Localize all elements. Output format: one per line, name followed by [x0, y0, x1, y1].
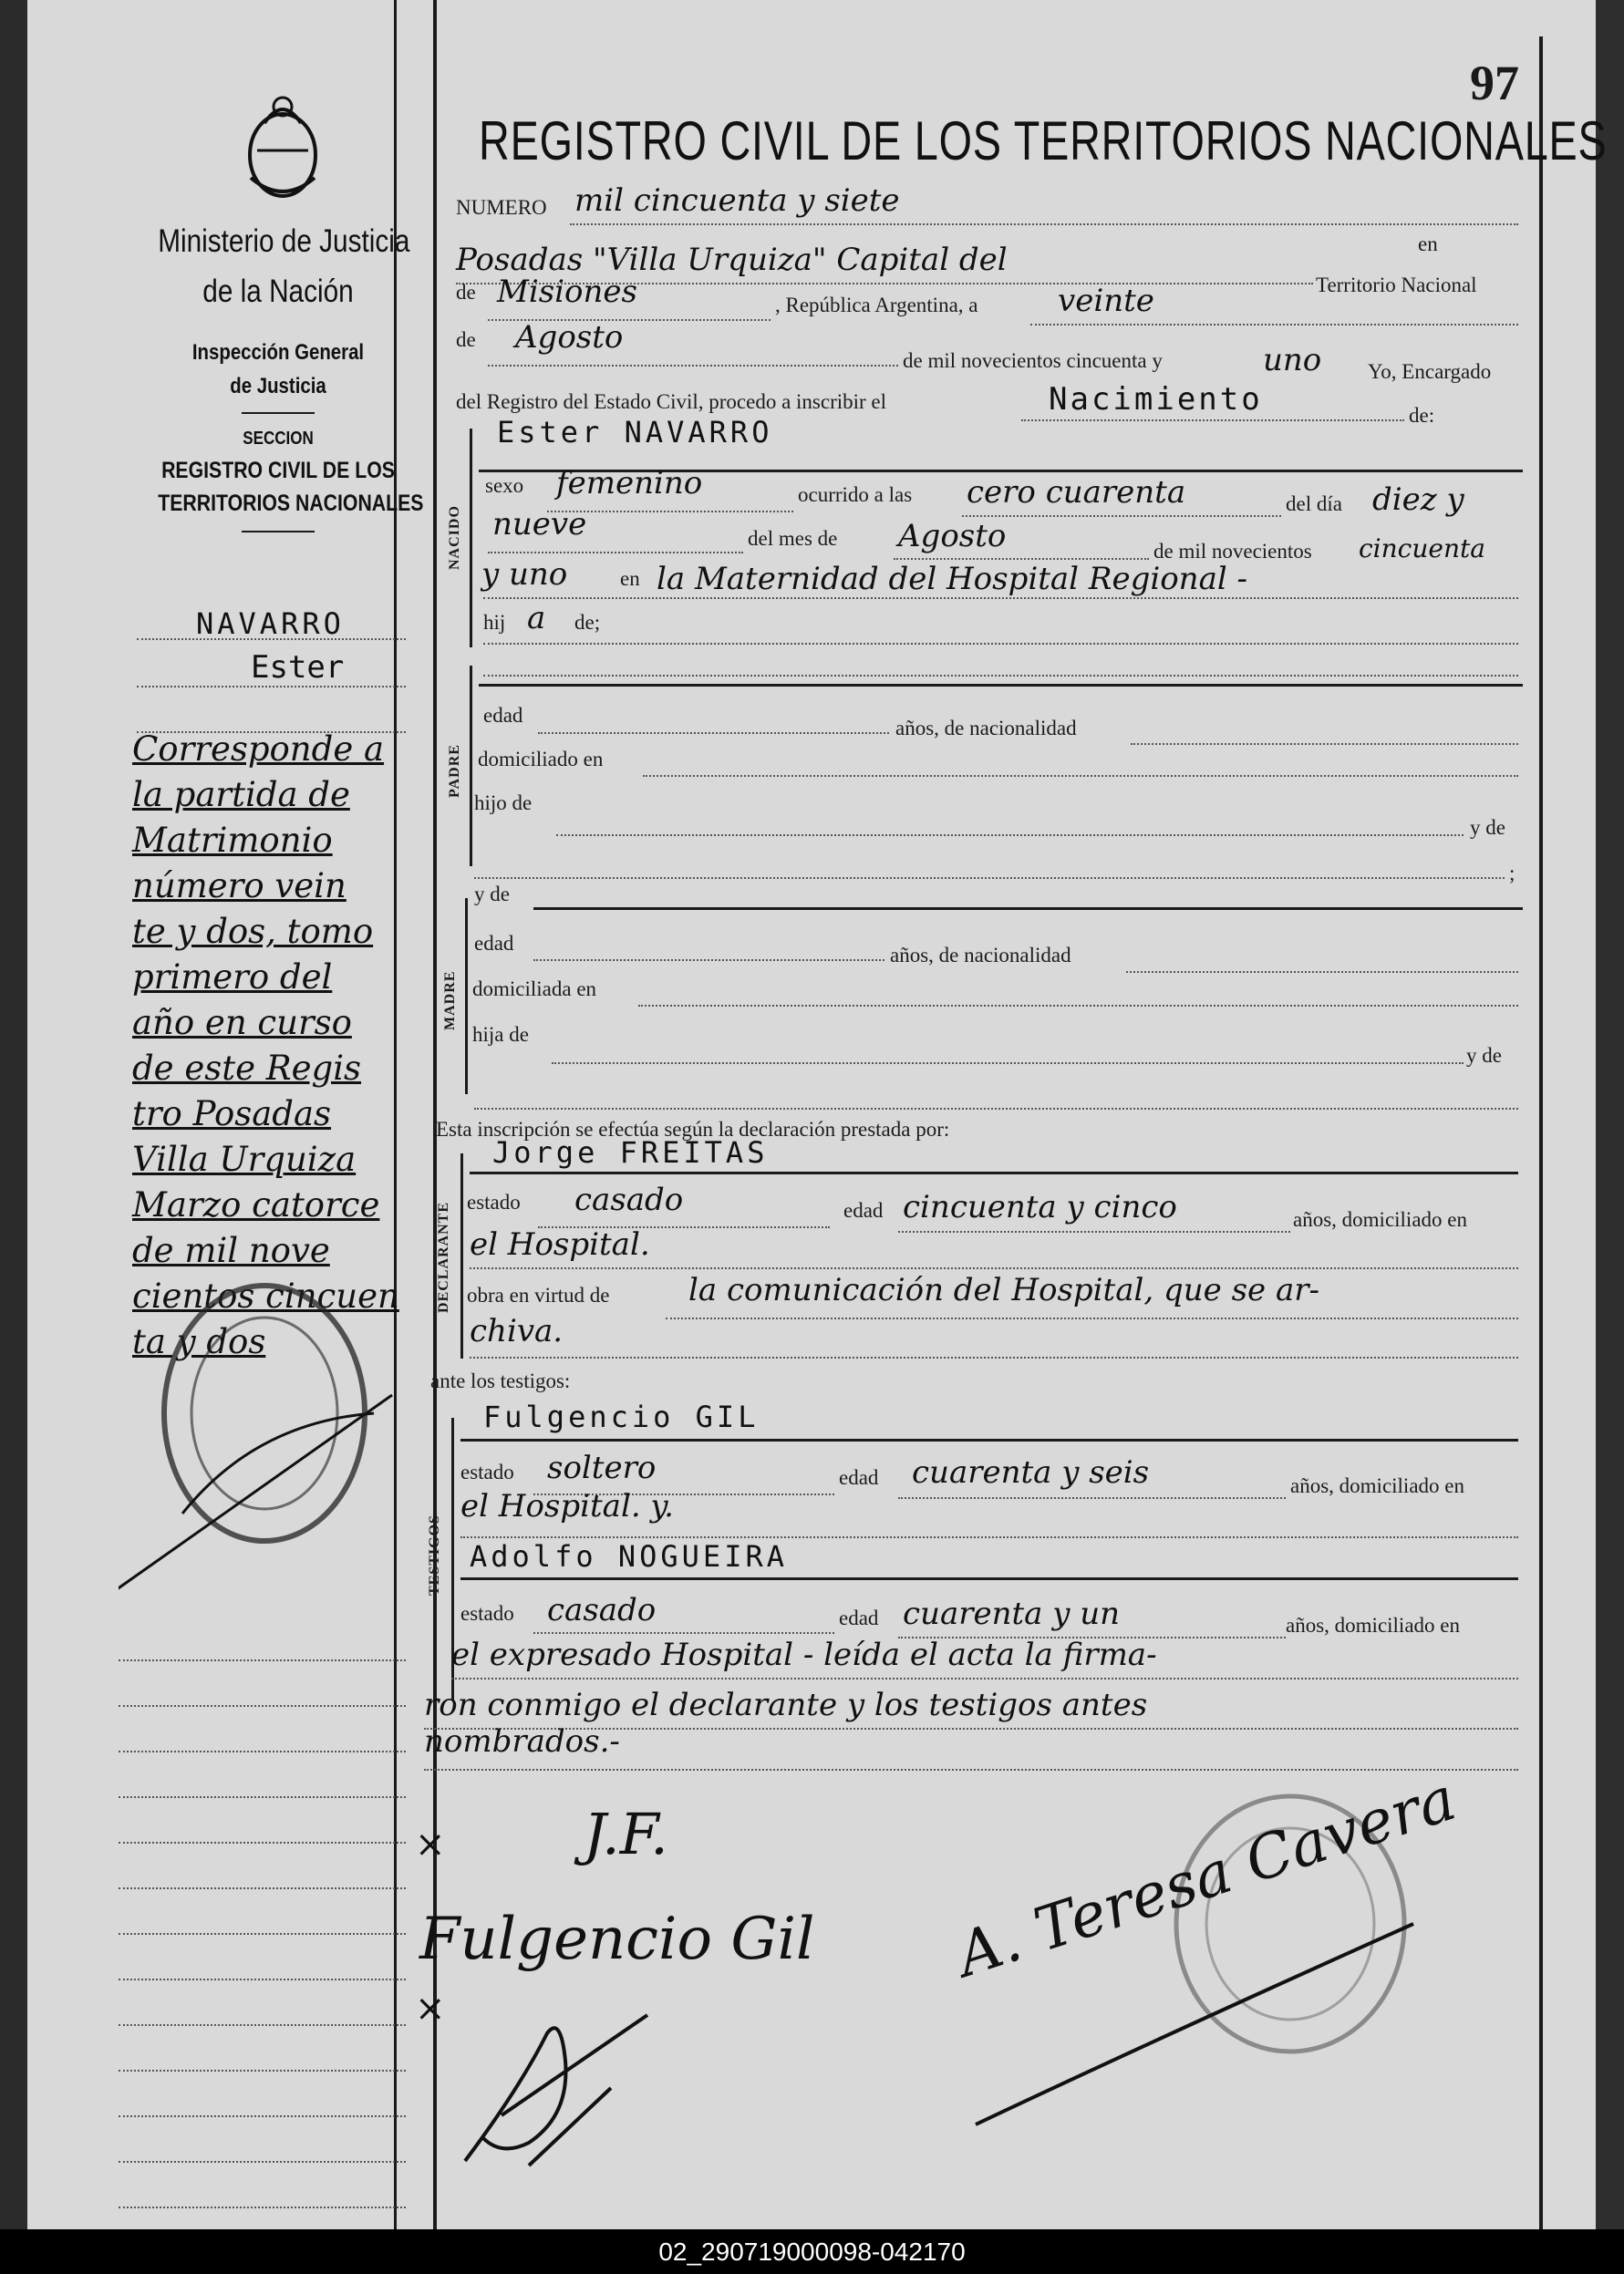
label-anos-nac-madre: años, de nacionalidad: [890, 944, 1071, 966]
field-t2-estado: casado: [547, 1592, 657, 1628]
margin-line: [137, 686, 406, 687]
label-estado-t2: estado: [460, 1602, 514, 1625]
signature-scribble-icon: [447, 1979, 739, 2188]
label-de-semi: de;: [574, 611, 601, 634]
ministry-line2: de la Nación: [202, 274, 354, 309]
margin-surname: NAVARRO: [196, 606, 345, 641]
section-rule: [470, 1172, 1518, 1174]
label-declaracion: Esta inscripción se efectúa según la declaración prestada por:: [436, 1118, 950, 1141]
field-line: [488, 552, 743, 553]
label-republica: , República Argentina, a: [775, 294, 978, 316]
label-estado: estado: [467, 1191, 521, 1214]
footer-file-id: 02_290719000098-042170: [0, 2229, 1624, 2274]
coat-of-arms-icon: [237, 87, 328, 205]
field-line: [898, 1231, 1290, 1233]
field-numero: mil cincuenta y siete: [574, 182, 900, 219]
label-y-de-madre: y de: [474, 883, 510, 905]
field-line: [474, 877, 1505, 879]
label-del-dia: del día: [1286, 492, 1342, 515]
field-testigo1: Fulgencio GIL: [483, 1400, 760, 1434]
label-edad: edad: [483, 704, 523, 727]
margin-line: [119, 1979, 406, 1980]
margin-note-line: de este Regis: [132, 1049, 362, 1088]
field-line: [962, 515, 1281, 517]
field-t1-edad: cuarenta y seis: [912, 1454, 1150, 1491]
divider: [242, 412, 315, 414]
label-estado-t1: estado: [460, 1461, 514, 1483]
label-domiciliado: domiciliado en: [478, 748, 604, 770]
margin-line: [119, 1887, 406, 1889]
label-territorio: Territorio Nacional: [1316, 274, 1477, 296]
field-line: [638, 1005, 1518, 1007]
field-t2-dom3: nombrados.-: [424, 1723, 620, 1760]
margin-line: [119, 2024, 406, 2026]
label-anos-dom-t2: años, domiciliado en: [1286, 1614, 1460, 1637]
x-mark: ×: [415, 1824, 446, 1866]
signature-encargado: A. Teresa Cavera: [948, 1763, 1464, 1991]
margin-line: [119, 1796, 406, 1798]
section-line1: SECCION: [243, 429, 314, 449]
field-line: [483, 597, 1518, 599]
section-rule: [460, 1439, 1518, 1442]
margin-note-line: año en curso: [132, 1003, 352, 1042]
section-rule: [479, 684, 1523, 687]
field-line: [1021, 419, 1404, 421]
field-line: [570, 223, 1518, 225]
label-ante: ante los testigos:: [430, 1370, 571, 1392]
margin-note-line: cientos cincuen: [132, 1277, 399, 1316]
margin-given-name: Ester: [251, 649, 345, 686]
page-title: REGISTRO CIVIL DE LOS TERRITORIOS NACIONALES: [479, 110, 1608, 171]
field-line: [894, 558, 1149, 560]
section-line2: REGISTRO CIVIL DE LOS: [161, 458, 395, 483]
margin-line: [119, 2115, 406, 2117]
field-line: [1126, 971, 1518, 973]
tag-testigos: TESTIGOS: [427, 1514, 442, 1596]
label-anos-dom-t1: años, domiciliado en: [1290, 1474, 1464, 1497]
ministry-line1: Ministerio de Justicia: [158, 223, 410, 259]
margin-note-line: ta y dos: [132, 1322, 266, 1361]
margin-note-line: te y dos, tomo: [132, 912, 374, 951]
field-line: [1030, 324, 1518, 326]
field-obra2: chiva.: [470, 1313, 564, 1349]
field-line: [474, 1108, 1518, 1110]
field-line: [424, 1769, 1518, 1771]
margin-line: [119, 1933, 406, 1935]
margin-note-line: Marzo catorce: [132, 1185, 380, 1225]
field-t1-domicilio: el Hospital. y.: [460, 1488, 674, 1525]
tag-nacido: NACIDO: [447, 505, 462, 570]
field-anio-nac: cincuenta: [1359, 533, 1485, 563]
margin-note-line: primero del: [132, 957, 333, 997]
margin-seal-stamp-icon: [119, 1258, 419, 1605]
section-rule: [460, 1577, 1518, 1580]
field-hora: cero cuarenta: [967, 474, 1186, 511]
field-anio: uno: [1263, 342, 1322, 378]
page-number: 97: [1470, 56, 1519, 110]
field-hij-suffix: a: [527, 600, 546, 636]
label-en-lugar: en: [620, 567, 640, 590]
margin-note-line: la partida de: [132, 775, 350, 814]
divider: [242, 531, 315, 532]
margin-divider: [433, 0, 437, 2229]
field-declarante: Jorge FREITAS: [492, 1135, 769, 1170]
margin-note-line: Corresponde a: [132, 729, 385, 769]
field-territorio: Misiones: [497, 274, 637, 310]
tag-padre: PADRE: [447, 744, 462, 798]
field-line: [538, 732, 889, 734]
signature-testigo1: Fulgencio Gil: [419, 1906, 815, 1973]
field-line: [552, 1062, 1464, 1064]
label-obra: obra en virtud de: [467, 1284, 610, 1307]
field-dia: veinte: [1058, 283, 1154, 319]
margin-note-line: tro Posadas: [132, 1094, 332, 1133]
field-line: [666, 1318, 1518, 1319]
label-en: en: [1418, 233, 1438, 255]
field-obra1: la comunicación del Hospital, que se ar-: [688, 1272, 1319, 1308]
field-sexo: femenino: [556, 465, 703, 501]
field-t2-dom1: el expresado Hospital - leída el acta la firma-: [451, 1637, 1157, 1673]
right-border: [1539, 36, 1543, 2229]
field-line: [470, 1267, 1518, 1269]
field-dia-nac: diez y: [1372, 481, 1464, 518]
label-del-registro: del Registro del Estado Civil, procedo a inscribir el: [456, 390, 887, 413]
x-mark-2: ×: [415, 1988, 446, 2030]
margin-line: [119, 2161, 406, 2163]
field-line: [470, 1357, 1518, 1359]
field-t2-edad: cuarenta y un: [903, 1596, 1121, 1632]
section-bracket: [470, 429, 472, 647]
field-anio-nac2: y uno: [481, 556, 568, 593]
field-decl-edad: cincuenta y cinco: [903, 1189, 1177, 1225]
label-hija-de: hija de: [472, 1023, 529, 1046]
inspection-line2: de Justicia: [230, 374, 326, 398]
field-t2-dom2: ron conmigo el declarante y los testigos antes: [424, 1687, 1148, 1723]
label-hij: hij: [483, 611, 506, 634]
section-bracket: [465, 898, 468, 1094]
margin-line: [119, 1705, 406, 1707]
tag-declarante: DECLARANTE: [436, 1201, 451, 1313]
field-testigo2: Adolfo NOGUEIRA: [470, 1539, 788, 1574]
margin-note-line: número vein: [132, 866, 347, 905]
field-dia-nac2: nueve: [492, 506, 587, 543]
field-mes: Agosto: [515, 319, 624, 356]
label-edad-decl: edad: [843, 1199, 884, 1222]
field-line: [643, 775, 1518, 777]
field-line: [1131, 743, 1518, 745]
field-line: [556, 834, 1464, 836]
label-yo: Yo, Encargado: [1368, 360, 1492, 383]
label-sexo: sexo: [485, 474, 524, 497]
label-de-mil: de mil novecientos cincuenta y: [903, 349, 1163, 372]
field-decl-estado: casado: [574, 1182, 684, 1218]
label-de: de: [456, 281, 476, 304]
label-domiciliada: domiciliada en: [472, 977, 597, 1000]
field-mes-nac: Agosto: [898, 518, 1007, 554]
field-line: [460, 1536, 1518, 1538]
margin-note-line: Villa Urquiza: [132, 1140, 357, 1179]
label-semicolon: ;: [1509, 862, 1515, 884]
signature-declarante: J.F.: [584, 1801, 668, 1867]
label-anos-dom: años, domiciliado en: [1293, 1208, 1467, 1231]
margin-line: [137, 638, 406, 640]
margin-line: [119, 2207, 406, 2208]
label-de: de: [456, 328, 476, 351]
field-acto: Nacimiento: [1049, 381, 1263, 418]
label-de-colon: de:: [1409, 404, 1435, 427]
label-ocurrido: ocurrido a las: [798, 483, 913, 506]
tag-madre: MADRE: [442, 970, 458, 1030]
field-line: [533, 1632, 834, 1634]
section-line3: TERRITORIOS NACIONALES: [158, 491, 424, 516]
field-line: [898, 1497, 1286, 1499]
label-anos-nac: años, de nacionalidad: [895, 717, 1077, 739]
field-line: [533, 959, 884, 961]
margin-line: [119, 1751, 406, 1752]
inspection-line1: Inspección General: [191, 340, 365, 365]
label-numero: NUMERO: [456, 196, 547, 219]
field-line: [483, 675, 1518, 677]
section-bracket: [460, 1153, 463, 1359]
label-edad-madre: edad: [474, 932, 514, 955]
margin-note-line: Matrimonio: [132, 821, 333, 860]
label-y-de: y de: [1470, 816, 1505, 839]
label-del-mes: del mes de: [748, 527, 838, 550]
field-line: [483, 643, 1518, 645]
field-t1-estado: soltero: [547, 1450, 657, 1486]
margin-line: [119, 1842, 406, 1844]
scan-right-edge: [1596, 0, 1624, 2229]
field-line: [488, 365, 898, 367]
section-rule: [533, 907, 1523, 910]
field-lugar: Posadas "Villa Urquiza" Capital del: [456, 242, 1008, 278]
margin-divider-inner: [394, 0, 397, 2229]
label-edad-t2: edad: [839, 1607, 879, 1629]
label-edad-t1: edad: [839, 1466, 879, 1489]
section-bracket: [470, 666, 472, 866]
label-de-mil2: de mil novecientos: [1153, 540, 1312, 563]
field-nombre: Ester NAVARRO: [497, 415, 773, 450]
margin-line: [119, 2070, 406, 2072]
margin-note-line: de mil nove: [132, 1231, 330, 1270]
field-line: [451, 1678, 1518, 1680]
label-y-de-madre2: y de: [1466, 1044, 1502, 1067]
scan-left-edge: [0, 0, 27, 2229]
margin-line: [119, 1659, 406, 1661]
field-decl-domicilio: el Hospital.: [470, 1226, 650, 1263]
signature-stroke-icon: [967, 1906, 1422, 2134]
label-hijo-de: hijo de: [474, 791, 533, 814]
field-lugar-nac: la Maternidad del Hospital Regional -: [657, 561, 1248, 597]
